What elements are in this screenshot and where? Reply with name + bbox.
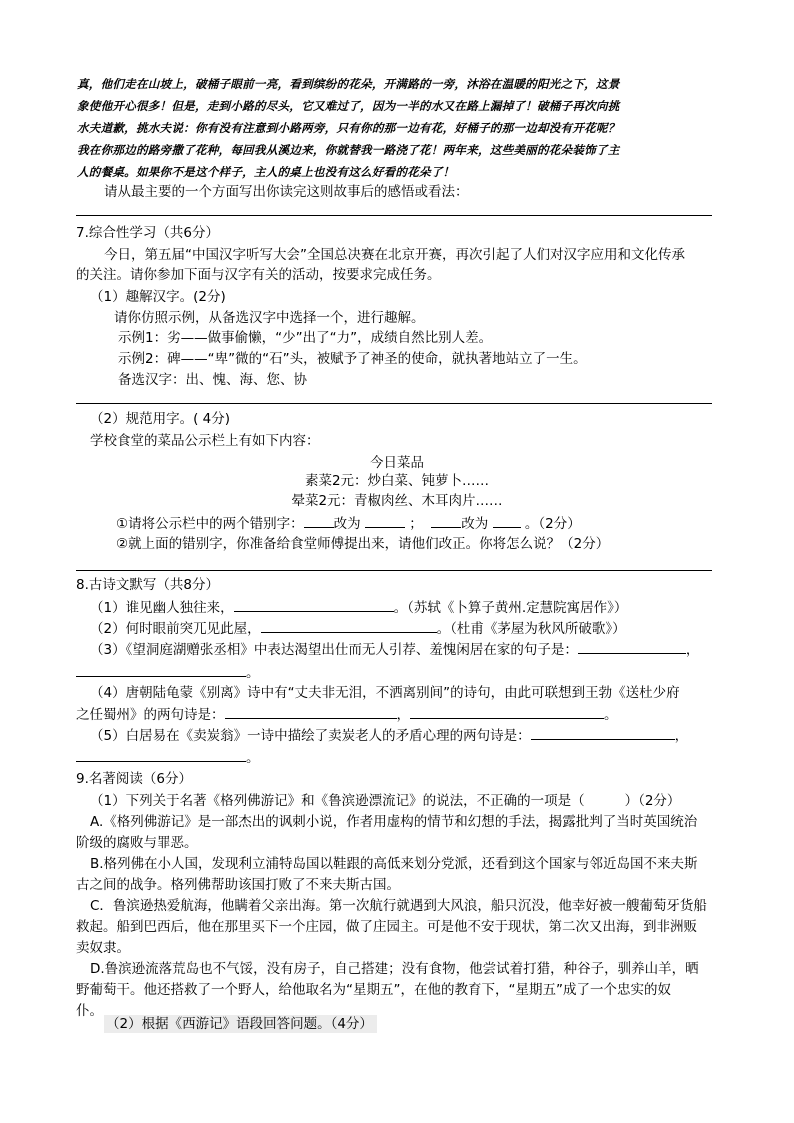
option-b-1: B.格列佛在小人国，发现利立浦特岛国以鞋跟的高低来划分党派，还看到这个国家与邻近岛国不来夫斯 <box>90 856 698 872</box>
q8-line-5-comma: ， <box>674 728 689 744</box>
q7-task-1-prefix: ①请将公示栏中的两个错别字： <box>116 516 304 532</box>
option-b-2: 古之间的战争。格列佛帮助该国打败了不来夫斯古国。 <box>76 877 400 893</box>
q7-sub1-title: （1）趣解汉字。(2分) <box>90 289 226 305</box>
board-line-2: 晕菜2元：青椒肉丝、木耳肉片…… <box>291 493 503 509</box>
q7-sub2-intro: 学校食堂的菜品公示栏上有如下内容： <box>90 433 320 449</box>
q8-line-4-end: 。 <box>604 707 618 723</box>
q8-line-1 <box>90 598 627 617</box>
q8-line-4-comma: ， <box>396 707 410 723</box>
q8-line-1-source: 。（苏轼《卜算子黄州.定慧院寓居作》） <box>393 600 628 616</box>
blank-field[interactable] <box>410 705 604 719</box>
q9-sub2: （2）根据《西游记》语段回答问题。（4分） <box>104 1015 377 1033</box>
story-line-1: 真，他们走在山坡上，破桶子眼前一亮，看到缤纷的花朵，开满路的一旁，沐浴在温暖的阳光之下，这景 <box>77 77 620 91</box>
q8-line-4-cont <box>76 705 618 724</box>
answer-line <box>76 403 712 404</box>
q8-line-1-text: （1）谁见幽人独往来， <box>90 600 234 616</box>
q8-line-3 <box>90 640 699 659</box>
q8-line-3-cont <box>76 663 260 682</box>
q7-task-1-score: 。（2分） <box>524 516 581 532</box>
story-line-2: 象使他开心很多！但是，走到小路的尽头，它又难过了，因为一半的水又在路上漏掉了！破桶子再次向挑 <box>77 99 620 113</box>
q7-task-1 <box>116 514 581 533</box>
q7-task-1-sep: ； <box>409 516 423 532</box>
option-a-2: 阶级的腐败与罪恶。 <box>76 835 198 851</box>
q8-line-5-end: 。 <box>246 750 260 766</box>
story-line-5: 人的餐桌。如果你不是这个样子，主人的桌上也没有这么好看的花朵了！ <box>77 165 455 179</box>
blank-field[interactable] <box>76 748 246 762</box>
q8-line-5 <box>90 726 688 745</box>
blank-field[interactable] <box>261 619 437 633</box>
blank-field[interactable] <box>493 514 521 528</box>
q8-line-5-cont <box>76 748 260 767</box>
q7-example-2: 示例2：碑——“卑”微的“石”头，被赋予了神圣的使命，就执著地站立了一生。 <box>118 351 587 367</box>
q8-line-2-text: （2）何时眼前突兀见此屋， <box>90 621 261 637</box>
q7-candidates: 备选汉字：出、愧、海、您、协 <box>118 372 307 388</box>
blank-field[interactable] <box>365 514 405 528</box>
option-c-3: 卖奴隶。 <box>76 940 130 956</box>
option-d-3: 仆。 <box>76 1003 103 1019</box>
q7-intro-1: 今日，第五届“中国汉字听写大会”全国总决赛在北京开赛，再次引起了人们对汉字应用和文化传承 <box>104 247 685 263</box>
q8-line-4: （4）唐朝陆龟蒙《别离》诗中有“丈夫非无泪，不洒离别间”的诗句，由此可联想到王勃《送杜少府 <box>90 685 680 701</box>
board-title: 今日菜品 <box>370 455 424 471</box>
q9-sub1-text: （1）下列关于名著《格列佛游记》和《鲁滨逊漂流记》的说法，不正确的一项是（ <box>90 793 585 809</box>
q7-intro-2: 的关注。请你参加下面与汉字有关的活动，按要求完成任务。 <box>76 267 441 283</box>
blank-field[interactable] <box>234 598 394 612</box>
option-c-2: 救起。船到巴西后，他在那里买下一个庄园，做了庄园主。可是他不安于现状，第二次又出海，到非洲贩 <box>76 919 697 935</box>
q7-sub2-title: （2）规范用字。( 4分) <box>90 411 231 427</box>
story-prompt: 请从最主要的一个方面写出你读完这则故事后的感悟或看法： <box>104 184 469 200</box>
q9-sub1-score: ）（2分） <box>624 793 681 809</box>
q8-line-5-text: （5）白居易在《卖炭翁》一诗中描绘了卖炭老人的矛盾心理的两句诗是： <box>90 728 531 744</box>
blank-field[interactable] <box>304 514 334 528</box>
blank-field[interactable] <box>578 640 686 654</box>
blank-field[interactable] <box>225 705 397 719</box>
blank-field[interactable] <box>431 514 461 528</box>
story-line-3: 水夫道歉，挑水夫说：你有没有注意到小路两旁，只有你的那一边有花，好桶子的那一边却没有开花呢？ <box>77 121 620 135</box>
q8-line-2 <box>90 619 626 638</box>
q7-example-1: 示例1：劣——做事偷懒，“少”出了“力”，成绩自然比别人差。 <box>118 330 493 346</box>
q7-title: 7.综合性学习（共6分） <box>76 225 219 241</box>
q9-sub1 <box>90 792 680 810</box>
answer-line <box>76 215 712 216</box>
board-line-1: 素菜2元：炒白菜、钝萝卜…… <box>304 473 490 489</box>
q8-line-3-comma: ， <box>685 642 700 658</box>
q8-line-4-text: 之任蜀州》的两句诗是： <box>76 707 225 723</box>
answer-line <box>76 570 712 571</box>
q7-sub1-instruction: 请你仿照示例，从备选汉字中选择一个，进行趣解。 <box>114 310 425 326</box>
q8-line-3-text: （3）《望洞庭湖赠张丞相》中表达渴望出仕而无人引荐、羞愧闲居在家的句子是： <box>90 642 578 658</box>
q7-task-1-change-2: 改为 <box>461 516 489 532</box>
option-a-1: A.《格列佛游记》是一部杰出的讽刺小说，作者用虚构的情节和幻想的手法，揭露批判了当时英国统治 <box>90 814 698 830</box>
blank-field[interactable] <box>531 726 675 740</box>
option-d-1: D.鲁滨逊流落荒岛也不气馁，没有房子，自己搭建；没有食物，他尝试着打猎，种谷子，驯养山羊，晒 <box>90 961 699 977</box>
q8-title: 8.古诗文默写（共8分） <box>76 577 219 593</box>
blank-field[interactable] <box>76 663 246 677</box>
q8-line-3-end: 。 <box>246 665 260 681</box>
q7-task-2: ②就上面的错别字，你准备给食堂师傅提出来，请他们改正。你将怎么说？（2分） <box>116 536 610 552</box>
option-c-1: C．鲁滨逊热爱航海，他瞒着父亲出海。第一次航行就遇到大风浪，船只沉没，他幸好被一艘葡萄牙货船 <box>90 898 707 914</box>
q8-line-2-source: 。（杜甫《茅屋为秋风所破歌》） <box>436 621 626 637</box>
q7-task-1-change: 改为 <box>333 516 361 532</box>
q9-title: 9.名著阅读（6分） <box>76 771 192 787</box>
option-d-2: 野葡萄干。他还搭救了一个野人，给他取名为“星期五”，在他的教育下，“星期五”成了一个忠实的奴 <box>76 982 671 998</box>
story-line-4: 我在你那边的路旁撒了花种，每回我从溪边来，你就替我一路浇了花！两年来，这些美丽的花朵装饰了主 <box>77 143 620 157</box>
